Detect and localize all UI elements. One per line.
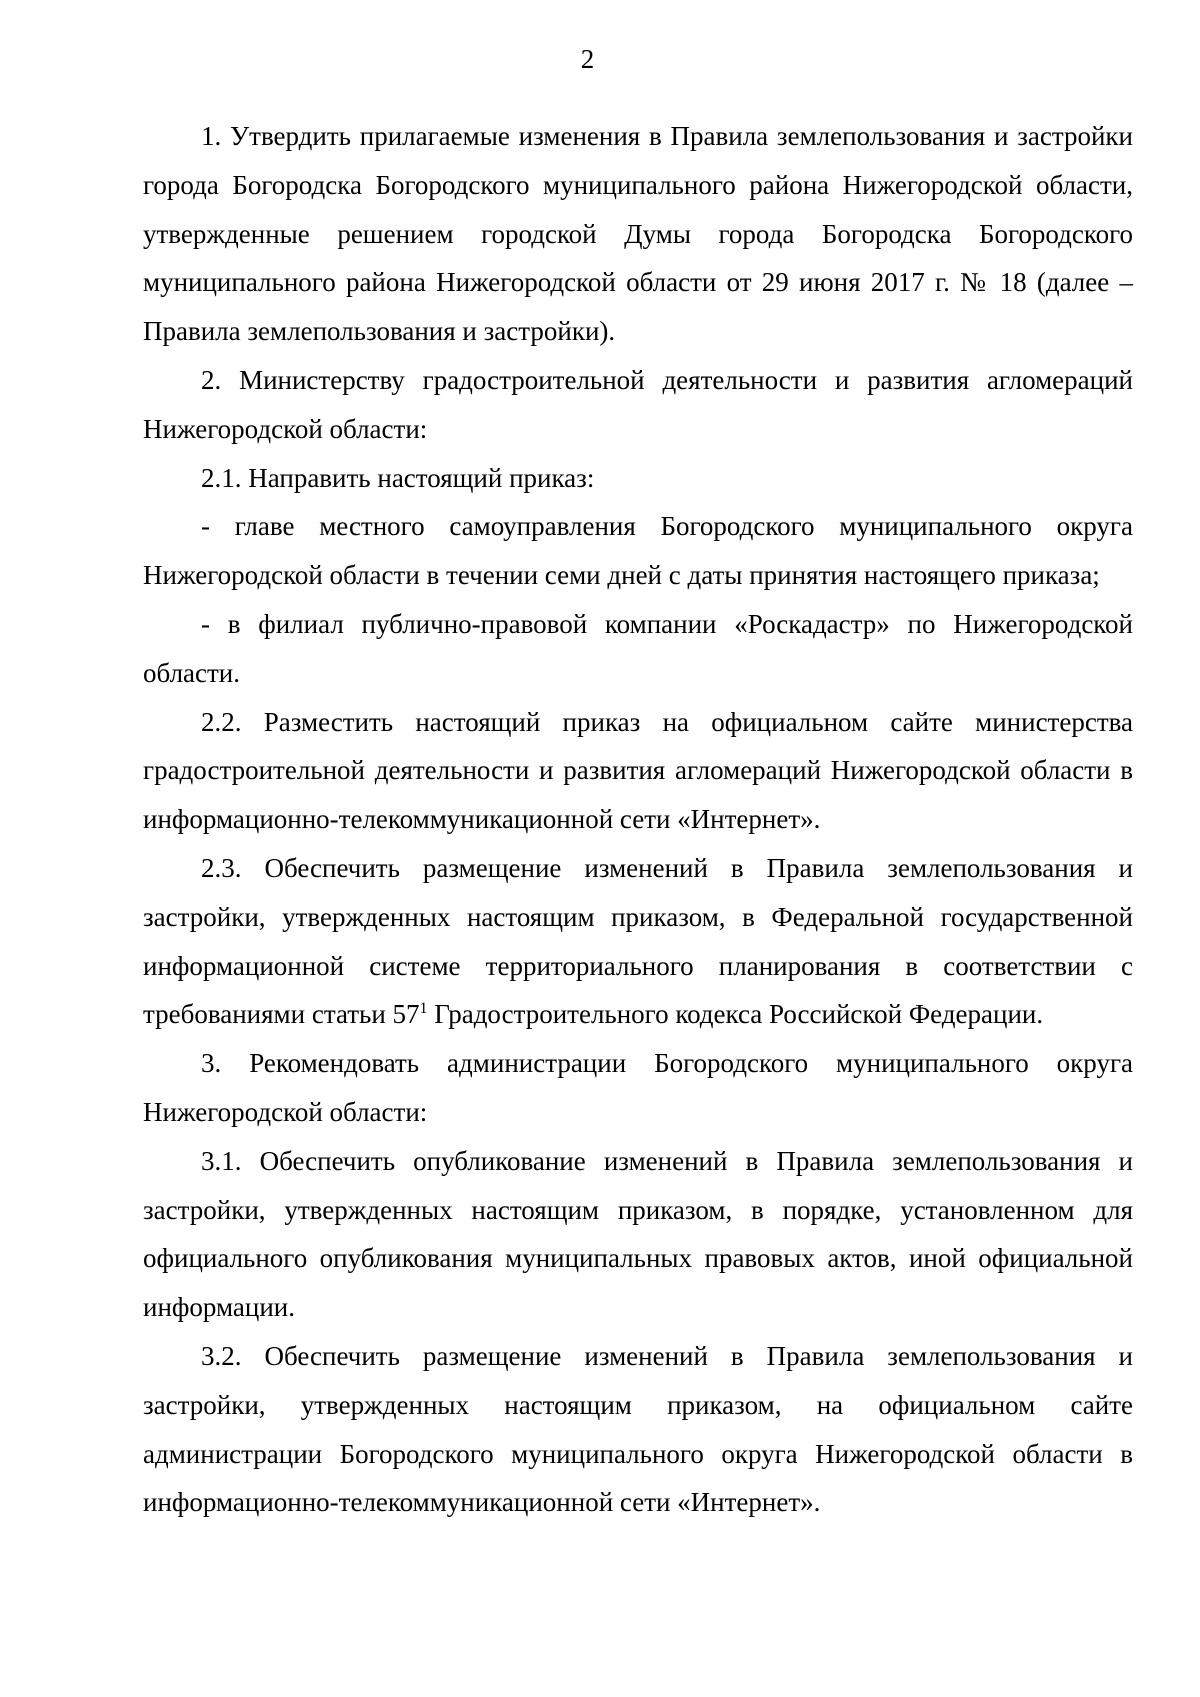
paragraph-1-approve-changes: 1. Утвердить прилагаемые изменения в Правила землепользования и застройки города Богородска Богородского муниципального района Нижегородской области, утвержденные решением городской Думы города Богородска Богородского муниципального района Нижегородской области от 29 июня 2017 г. № 18 (далее – Правила землепользования и застройки). <box>143 121 1133 347</box>
paragraph-list-item-roskadastr-branch: - в филиал публично-правовой компании «Роскадастр» по Нижегородской области. <box>143 608 1133 688</box>
paragraph-2-3-fgis-placement <box>143 844 1133 1039</box>
page-number: 2 <box>580 44 595 74</box>
paragraph-3-2-site-placement: 3.2. Обеспечить размещение изменений в Правила землепользования и застройки, утвержденных настоящим приказом, на официальном сайте администрации Богородского муниципального округа Нижегородской области в информационно-телекоммуникационной сети «Интернет». <box>143 1340 1133 1518</box>
paragraph-list-item-head-of-self-government: - главе местного самоуправления Богородского муниципального округа Нижегородской области в течении семи дней с даты принятия настоящего приказа; <box>143 511 1133 591</box>
paragraph-2-1-send-order: 2.1. Направить настоящий приказ: <box>201 462 595 493</box>
paragraph-3-recommend-administration: 3. Рекомендовать администрации Богородского муниципального округа Нижегородской области: <box>143 1048 1133 1127</box>
article-superscript: 1 <box>419 1000 428 1018</box>
paragraph-2-2-publish-on-site: 2.2. Разместить настоящий приказ на официальном сайте министерства градостроительной деятельности и развития агломераций Нижегородской области в информационно-телекоммуникационной сети «Интернет». <box>143 706 1133 835</box>
paragraph-2-3-text-after: Градостроительного кодекса Российской Федерации. <box>427 999 1044 1030</box>
paragraph-2-ministry: 2. Министерству градостроительной деятельности и развития агломераций Нижегородской области: <box>143 364 1133 444</box>
document-body <box>143 112 1133 1527</box>
paragraph-2-3-text-before: 2.3. Обеспечить размещение изменений в Правила землепользования и застройки, утвержденных настоящим приказом, в Федеральной государственной информационной системе территориального планирования в соответствии с требованиями статьи 57 <box>143 852 1133 1030</box>
paragraph-3-1-official-publication: 3.1. Обеспечить опубликование изменений в Правила землепользования и застройки, утвержденных настоящим приказом, в порядке, установленном для официального опубликования муниципальных правовых актов, иной официальной информации. <box>143 1145 1133 1323</box>
